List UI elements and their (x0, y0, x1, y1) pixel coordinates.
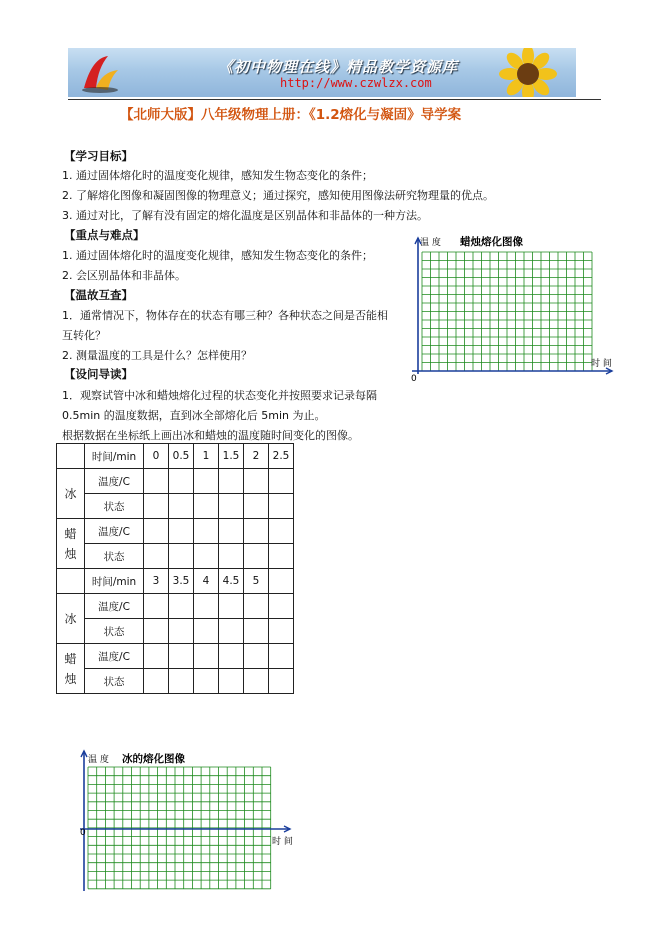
table-row: 蜡 烛 温度/C (57, 519, 294, 544)
graph-title: 冰的熔化图像 (122, 753, 185, 765)
goals-item: 3. 通过对比，了解有没有固定的熔化温度是区别晶体和非晶体的一种方法。 (62, 209, 428, 222)
guide-item: 0.5min 的温度数据，直到冰全部熔化后 5min 为止。 (62, 409, 326, 422)
page-title: 【北师大版】八年级物理上册：《1.2熔化与凝固》导学案 (120, 107, 462, 123)
graph-xlabel: 时 间 (272, 837, 293, 847)
review-item: 互转化？ (62, 329, 106, 342)
table-row: 时间/min 0 0.5 1 1.5 2 2.5 (57, 444, 294, 469)
graph-ylabel: 温 度 (88, 755, 109, 765)
site-logo-icon (78, 54, 122, 94)
key-item: 2. 会区别晶体和非晶体。 (62, 269, 186, 282)
table-row: 蜡 烛 温度/C (57, 644, 294, 669)
table-row: 冰 温度/C (57, 594, 294, 619)
review-heading: 【温故互查】 (64, 288, 133, 302)
table-row: 状态 (57, 619, 294, 644)
guide-heading: 【设问导读】 (64, 367, 133, 381)
guide-item: 根据数据在坐标纸上画出冰和蜡烛的温度随时间变化的图像。 (62, 429, 359, 442)
graph-origin: 0 (411, 374, 417, 384)
graph-title: 蜡烛熔化图像 (460, 236, 523, 248)
time-label: 时间/min (85, 444, 144, 469)
sunflower-icon (498, 48, 558, 97)
review-item: 2. 测量温度的工具是什么？怎样使用？ (62, 349, 252, 362)
table-row: 状态 (57, 669, 294, 694)
grid-lines (80, 751, 290, 891)
review-item: 1．通常情况下，物体存在的状态有哪三种？各种状态之间是否能相 (62, 309, 388, 322)
ice-melting-graph[interactable] (76, 747, 306, 897)
table-row: 状态 (57, 544, 294, 569)
table-row: 冰 温度/C (57, 469, 294, 494)
key-heading: 【重点与难点】 (64, 228, 145, 242)
table-row: 时间/min 3 3.5 4 4.5 5 (57, 569, 294, 594)
banner-url[interactable]: http://www.czwlzx.com (280, 76, 432, 90)
banner-title: 《初中物理在线》精品教学资源库 (218, 58, 459, 76)
wax-label: 蜡 烛 (57, 519, 85, 569)
grid-lines (412, 238, 612, 374)
wax-melting-graph[interactable] (408, 234, 618, 384)
graph-origin: 0 (80, 828, 86, 838)
header-banner (68, 48, 576, 97)
graph-ylabel: 温 度 (420, 238, 441, 248)
goals-heading: 【学习目标】 (64, 149, 133, 163)
ice-label: 冰 (57, 469, 85, 519)
guide-item: 1．观察试管中冰和蜡烛熔化过程的状态变化并按照要求记录每隔 (62, 389, 377, 402)
graph-xlabel: 时 间 (591, 359, 612, 369)
goals-item: 1. 通过固体熔化时的温度变化规律，感知发生物态变化的条件； (62, 169, 373, 182)
goals-item: 2. 了解熔化图像和凝固图像的物理意义；通过探究，感知使用图像法研究物理量的优点。 (62, 189, 494, 202)
header-rule (68, 99, 601, 100)
key-item: 1. 通过固体熔化时的温度变化规律，感知发生物态变化的条件； (62, 249, 373, 262)
table-row: 状态 (57, 494, 294, 519)
data-table (56, 443, 294, 694)
